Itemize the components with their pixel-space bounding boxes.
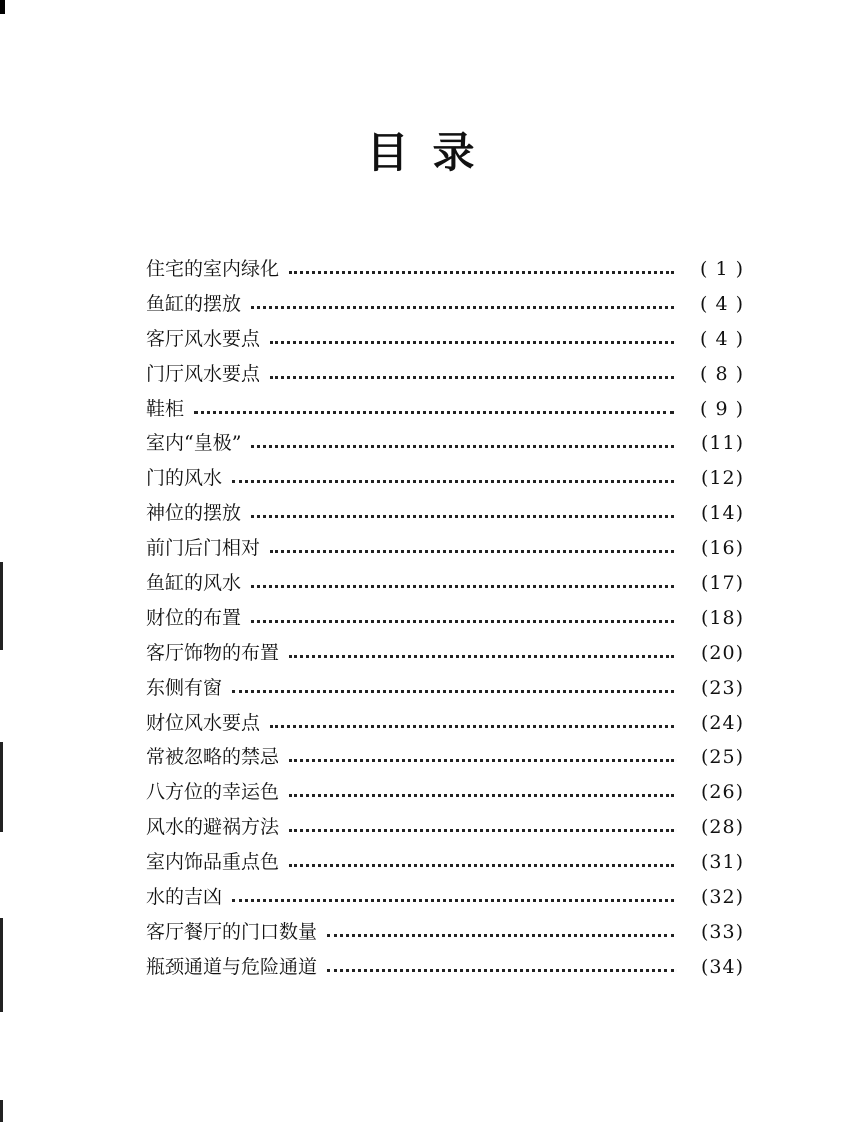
toc-entry[interactable] [146,880,746,915]
toc-entry-title: 风水的避祸方法 [146,816,280,839]
dot-leader [327,950,674,985]
toc-entry-title: 室内饰品重点色 [146,851,280,874]
scan-edge-mark [0,0,5,14]
toc-entry[interactable] [146,845,746,880]
toc-entry-page: (31) [700,851,744,874]
toc-entry-title: 水的吉凶 [146,886,223,909]
toc-entry-page: (17) [700,572,744,595]
toc-entry-title: 东侧有窗 [146,676,223,699]
scan-edge-mark [0,562,3,650]
scan-edge-mark [0,1100,3,1122]
toc-entry-page: (32) [700,886,744,909]
toc-entry[interactable] [146,426,746,461]
toc-entry-page: (20) [700,641,744,664]
scan-edge-mark [0,918,3,1012]
dot-leader [270,706,674,741]
toc-entry-title: 前门后门相对 [146,537,261,560]
toc-entry-title: 鱼缸的风水 [146,572,242,595]
toc-entry-page: (23) [700,676,744,699]
toc-entry[interactable] [146,810,746,845]
toc-entry[interactable] [146,740,746,775]
toc-entry-title: 住宅的室内绿化 [146,258,280,280]
toc-entry-title: 瓶颈通道与危险通道 [146,955,318,978]
scan-edge-mark [0,742,3,832]
dot-leader [232,461,674,496]
toc-entry-page: (11) [700,432,744,455]
toc-entry-title: 鞋柜 [146,397,185,420]
dot-leader [289,252,674,287]
dot-leader [289,845,674,880]
toc-entry-page: ( 9 ) [700,397,744,420]
dot-leader [251,496,674,531]
dot-leader [270,531,674,566]
toc-entry-page: (18) [700,606,744,629]
toc-entry[interactable] [146,287,746,322]
toc-entry[interactable] [146,566,746,601]
dot-leader [251,566,674,601]
toc-entry[interactable] [146,357,746,392]
toc-entry-page: (12) [700,467,744,490]
dot-leader [289,740,674,775]
toc-entry-page: (16) [700,537,744,560]
toc-entry-title: 客厅餐厅的门口数量 [146,920,318,943]
toc-entry-title: 客厅饰物的布置 [146,641,280,664]
toc-entry[interactable] [146,636,746,671]
toc-entry[interactable] [146,950,746,985]
toc-entry[interactable] [146,322,746,357]
dot-leader [194,392,674,427]
dot-leader [251,426,674,461]
toc-entry-page: ( 4 ) [700,327,744,350]
toc-entry-page: ( 1 ) [700,258,744,280]
toc-entry-page: (14) [700,502,744,525]
toc-entry-page: (26) [700,781,744,804]
dot-leader [232,880,674,915]
table-of-contents [146,252,746,985]
toc-entry-title: 室内“皇极” [146,432,242,455]
dot-leader [251,287,674,322]
toc-entry-page: (33) [700,920,744,943]
toc-entry[interactable] [146,671,746,706]
dot-leader [327,915,674,950]
toc-entry-title: 八方位的幸运色 [146,781,280,804]
toc-entry-title: 门厅风水要点 [146,362,261,385]
dot-leader [251,601,674,636]
toc-entry[interactable] [146,252,746,287]
dot-leader [270,322,674,357]
toc-entry-page: (28) [700,816,744,839]
toc-entry[interactable] [146,496,746,531]
toc-entry-page: ( 8 ) [700,362,744,385]
toc-entry[interactable] [146,461,746,496]
page-title: 目录 [366,128,499,177]
toc-entry-page: (34) [700,955,744,978]
toc-entry-title: 神位的摆放 [146,502,242,525]
toc-entry-page: (25) [700,746,744,769]
toc-entry[interactable] [146,706,746,741]
toc-entry-title: 常被忽略的禁忌 [146,746,280,769]
toc-entry-page: ( 4 ) [700,292,744,315]
toc-entry[interactable] [146,775,746,810]
dot-leader [232,671,674,706]
toc-entry[interactable] [146,531,746,566]
toc-entry-title: 财位的布置 [146,606,242,629]
toc-entry[interactable] [146,601,746,636]
toc-entry-title: 门的风水 [146,467,223,490]
dot-leader [270,357,674,392]
toc-entry[interactable] [146,392,746,427]
toc-entry-title: 鱼缸的摆放 [146,292,242,315]
toc-entry-title: 财位风水要点 [146,711,261,734]
toc-entry-title: 客厅风水要点 [146,327,261,350]
dot-leader [289,775,674,810]
toc-entry[interactable] [146,915,746,950]
dot-leader [289,810,674,845]
dot-leader [289,636,674,671]
toc-entry-page: (24) [700,711,744,734]
